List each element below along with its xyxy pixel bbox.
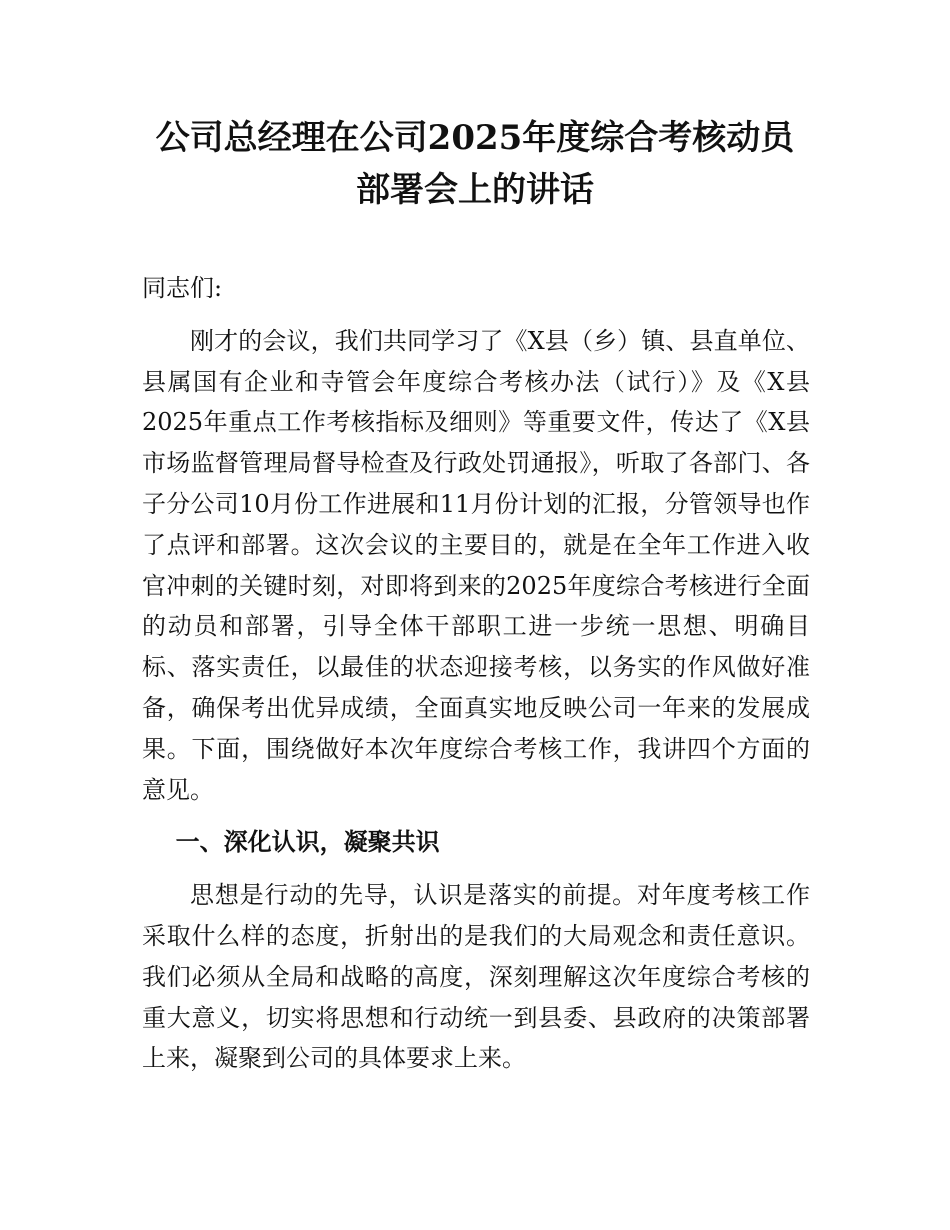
intro-paragraph: 刚才的会议，我们共同学习了《X县（乡）镇、县直单位、县属国有企业和寺管会年度综合考核办法（试行）》及《X县2025年重点工作考核指标及细则》等重要文件，传达了《X县市场监督管理局督导检查及行政处罚通报》，听取了各部门、各子分公司10月份工作进展和11月份计划的汇报，分管领导也作了点评和部署。这次会议的主要目的，就是在全年工作进入收官冲刺的关键时刻，对即将到来的2025年度综合考核进行全面的动员和部署，引导全体干部职工进一步统一思想、明确目标、落实责任，以最佳的状态迎接考核，以务实的作风做好准备，确保考出优异成绩，全面真实地反映公司一年来的发展成果。下面，围绕做好本次年度综合考核工作，我讲四个方面的意见。 (142, 326, 810, 804)
section-paragraph: 思想是行动的先导，认识是落实的前提。对年度考核工作采取什么样的态度，折射出的是我们的大局观念和责任意识。我们必须从全局和战略的高度，深刻理解这次年度综合考核的重大意义，切实将思想和行动统一到县委、县政府的决策部署上来，凝聚到公司的具体要求上来。 (142, 881, 810, 1073)
section-heading: 一、深化认识，凝聚共识 (175, 828, 440, 857)
document-title: 公司总经理在公司2025年度综合考核动员部署会上的讲话 (155, 118, 795, 210)
document-body (142, 268, 810, 1091)
salutation: 同志们: (142, 274, 223, 302)
